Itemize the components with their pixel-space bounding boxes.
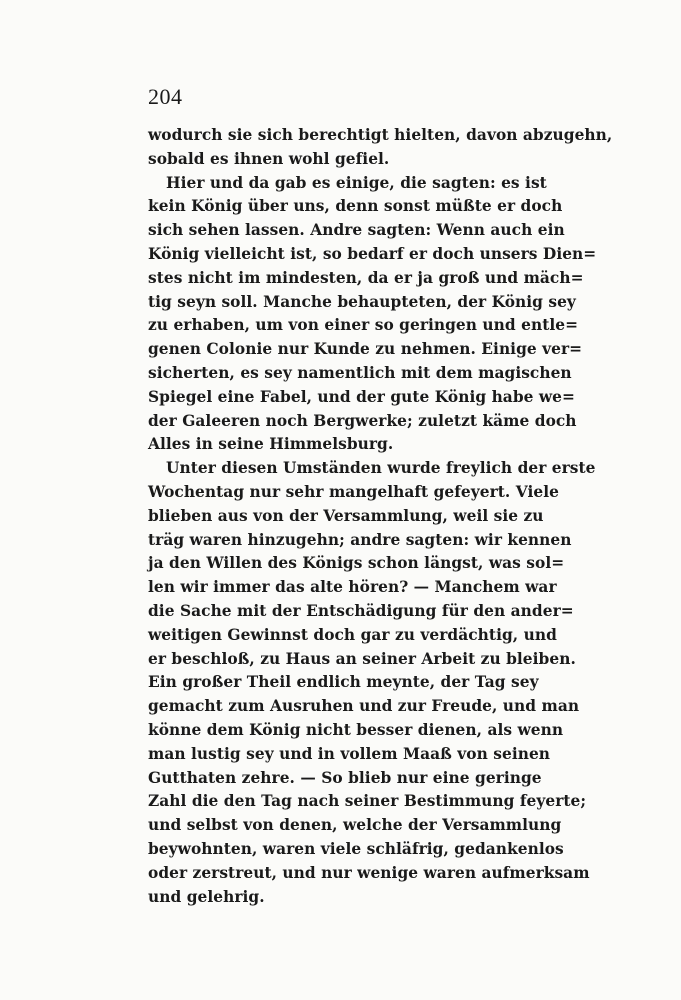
text-line: und selbst von denen, welche der Versammlung (148, 816, 562, 835)
text-line: ja den Willen des Königs schon längst, was sol= (148, 554, 565, 573)
text-line: wodurch sie sich berechtigt hielten, davon abzugehn, (148, 126, 613, 144)
text-line: genen Colonie nur Kunde zu nehmen. Einige ver= (148, 340, 583, 359)
text-line: träg waren hinzugehn; andre sagten: wir kennen (148, 530, 572, 549)
text-line: weitigen Gewinnst doch gar zu verdächtig, und (148, 625, 557, 644)
text-line: man lustig sey und in vollem Maaß von seinen (148, 744, 551, 763)
text-line: sicherten, es sey namentlich mit dem magischen (148, 363, 572, 382)
page-number: 204 (148, 84, 183, 109)
text-line: beywohnten, waren viele schläfrig, gedankenlos (148, 839, 564, 858)
text-line: stes nicht im mindesten, da er ja groß und mäch= (148, 268, 584, 287)
text-line: er beschloß, zu Haus an seiner Arbeit zu bleiben. (148, 649, 576, 668)
text-line: der Galeeren noch Bergwerke; zuletzt käme doch (148, 411, 577, 430)
text-line: könne dem König nicht besser dienen, als wenn (148, 720, 564, 739)
paragraph-start-line: Hier und da gab es einige, die sagten: es ist (166, 173, 547, 192)
text-line: Ein großer Theil endlich meynte, der Tag sey (148, 673, 539, 692)
text-line: Zahl die den Tag nach seiner Bestimmung feyerte; (148, 792, 587, 811)
paragraph-start-line: Unter diesen Umständen wurde freylich der erste (166, 459, 596, 478)
text-line: und gelehrig. (148, 887, 265, 906)
text-line: kein König über uns, denn sonst müßte er doch (148, 197, 563, 216)
text-line: oder zerstreut, und nur wenige waren aufmerksam (148, 863, 590, 882)
text-line: blieben aus von der Versammlung, weil sie zu (148, 506, 544, 525)
text-line: len wir immer das alte hören? — Manchem war (148, 578, 557, 597)
text-line: zu erhaben, um von einer so geringen und entle= (148, 316, 579, 335)
body-text (148, 124, 613, 909)
text-line: die Sache mit der Entschädigung für den ander= (148, 601, 574, 620)
text-line: Spiegel eine Fabel, und der gute König habe we= (148, 387, 575, 406)
text-line: Alles in seine Himmelsburg. (148, 435, 394, 454)
text-line: gemacht zum Ausruhen und zur Freude, und man (148, 697, 580, 716)
text-line: König vielleicht ist, so bedarf er doch unsers Dien= (148, 244, 597, 263)
text-line: tig seyn soll. Manche behaupteten, der König sey (148, 292, 576, 311)
text-line: Wochentag nur sehr mangelhaft gefeyert. Viele (148, 482, 559, 501)
text-line: Gutthaten zehre. — So blieb nur eine geringe (148, 768, 542, 787)
text-line: sobald es ihnen wohl gefiel. (148, 149, 390, 168)
text-line: sich sehen lassen. Andre sagten: Wenn auch ein (148, 221, 565, 240)
